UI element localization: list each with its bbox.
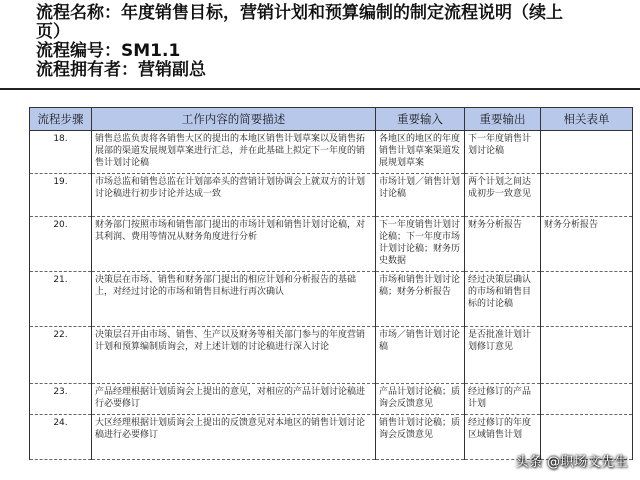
step-description: 决策层在市场、销售和财务部门提出的相应计划和分析报告的基础上，对经过讨论的市场和销售目标进行再次确认 <box>92 272 376 327</box>
table-header-row <box>30 108 633 131</box>
step-description: 销售总监负责将各销售大区的提出的本地区销售计划草案以及销售拓展部的渠道发展规划草案进行汇总，并在此基础上拟定下一年度的销售计划讨论稿 <box>92 131 376 174</box>
step-number: 22. <box>30 327 92 384</box>
table-row <box>30 327 633 384</box>
step-form <box>541 327 633 384</box>
step-number: 21. <box>30 272 92 327</box>
col-header-forms: 相关表单 <box>541 108 633 131</box>
step-output: 经过修订的产品计划 <box>465 384 541 415</box>
process-table <box>29 107 633 460</box>
step-input: 下一年度销售计划讨论稿；下一年度市场计划讨论稿；财务历史数据 <box>376 217 465 272</box>
col-header-input: 重要输入 <box>376 108 465 131</box>
step-output: 经过修订的年度区域销售计划 <box>465 415 541 460</box>
table-row <box>30 384 633 415</box>
step-input: 市场和销售计划讨论稿；财务分析报告 <box>376 272 465 327</box>
step-input: 市场计划／销售计划讨论稿 <box>376 174 465 217</box>
col-header-step: 流程步骤 <box>30 108 92 131</box>
table-row <box>30 272 633 327</box>
step-description: 财务部门按照市场和销售部门提出的市场计划和销售计划讨论稿，对其利润、费用等情况从财务角度进行分析 <box>92 217 376 272</box>
step-number: 23. <box>30 384 92 415</box>
step-output: 财务分析报告 <box>465 217 541 272</box>
process-name: 流程名称：年度销售目标，营销计划和预算编制的制定流程说明（续上 <box>36 3 563 23</box>
step-form <box>541 174 633 217</box>
step-output: 下一年度销售计划讨论稿 <box>465 131 541 174</box>
step-number: 20. <box>30 217 92 272</box>
table-row <box>30 131 633 174</box>
step-input: 市场／销售计划讨论稿 <box>376 327 465 384</box>
step-form <box>541 384 633 415</box>
col-header-output: 重要输出 <box>465 108 541 131</box>
step-description: 大区经理根据计划质询会上提出的反馈意见对本地区的销售计划讨论稿进行必要修订 <box>92 415 376 460</box>
step-number: 18. <box>30 131 92 174</box>
step-form <box>541 272 633 327</box>
step-form: 财务分析报告 <box>541 217 633 272</box>
table-row <box>30 174 633 217</box>
watermark: 头条 @职场文先生 <box>515 455 628 470</box>
header-divider <box>0 88 640 90</box>
step-description: 市场总监和销售总监在计划部牵头的营销计划协调会上就双方的计划讨论稿进行初步讨论并达成一致 <box>92 174 376 217</box>
step-number: 19. <box>30 174 92 217</box>
step-form <box>541 131 633 174</box>
step-output: 两个计划之间达成初步一致意见 <box>465 174 541 217</box>
step-input: 销售计划讨论稿；质询会反馈意见 <box>376 415 465 460</box>
step-input: 产品计划讨论稿；质询会反馈意见 <box>376 384 465 415</box>
step-description: 决策层召开由市场、销售、生产以及财务等相关部门参与的年度营销计划和预算编制质询会，对上述计划的讨论稿进行深入讨论 <box>92 327 376 384</box>
process-number: 流程编号：SM1.1 <box>36 41 181 61</box>
step-output: 是否批准计划计划修订意见 <box>465 327 541 384</box>
process-name-continued: 页） <box>36 22 70 42</box>
step-input: 各地区的地区的年度销售计划草案渠道发展规划草案 <box>376 131 465 174</box>
table-row <box>30 217 633 272</box>
step-output: 经过决策层确认的市场和销售目标的讨论稿 <box>465 272 541 327</box>
step-description: 产品经理根据计划质询会上提出的意见，对相应的产品计划讨论稿进行必要修订 <box>92 384 376 415</box>
col-header-description: 工作内容的简要描述 <box>92 108 376 131</box>
process-owner: 流程拥有者：营销副总 <box>36 60 206 80</box>
document-header <box>36 4 632 80</box>
step-number: 24. <box>30 415 92 460</box>
